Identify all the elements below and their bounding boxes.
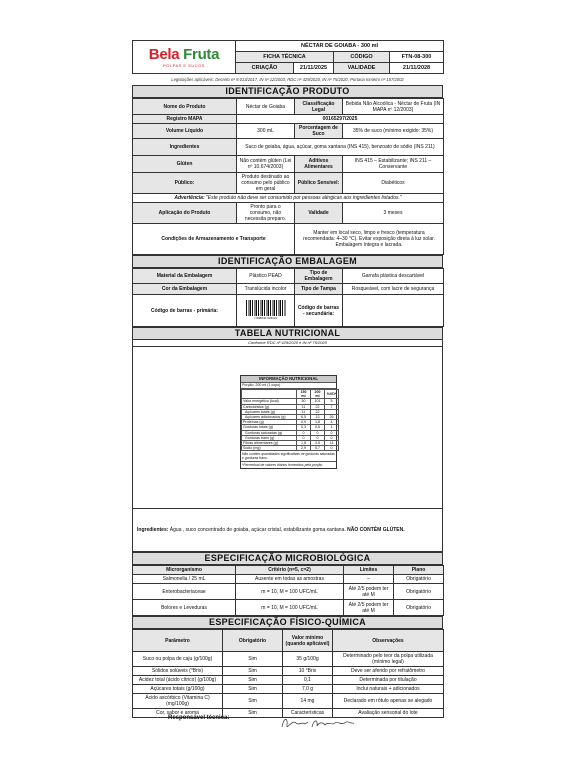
barcode-secondary-value — [343, 295, 444, 327]
nutrient-value: 1 — [325, 425, 339, 430]
package-type-label: Tipo de Embalagem — [295, 269, 343, 284]
shelf-life-value: 3 meses — [343, 203, 444, 224]
physchem-cell: Sim — [223, 676, 283, 685]
ingredients-statement-text: Água , suco concentrado de goiaba, açúcar cristal, estabilizante goma xantana. — [168, 527, 346, 533]
nutrient-value: 3,5 — [311, 441, 325, 446]
shelf-life-label: Validade — [295, 203, 343, 224]
nutrient-name: Gorduras saturadas (g) — [242, 430, 297, 435]
material-label: Material da Embalagem — [133, 269, 237, 284]
product-name-label: Nome do Produto — [133, 99, 237, 115]
nutrient-value: 13 — [311, 415, 325, 420]
brand-logo — [133, 41, 236, 74]
physchem-row — [133, 676, 444, 685]
nutrition-col-header — [242, 390, 297, 399]
physchem-cell: 10 °Brix — [283, 667, 333, 676]
classification-label: Classificação Legal — [295, 99, 343, 115]
nutrient-name: Gorduras totais (g) — [242, 425, 297, 430]
nutrient-value: 2,9 — [297, 446, 311, 451]
packaging-table — [132, 268, 444, 327]
warning-text: "Este produto não deve ser consumido por pessoas alérgicas aos ingredientes listados." — [206, 195, 402, 201]
micro-cell: Ausente em todas as amostras — [236, 575, 344, 584]
gluten-statement: NÃO CONTÉM GLÚTEN. — [345, 527, 405, 533]
section-title-nutrition: TABELA NUTRICIONAL — [132, 327, 443, 340]
legal-note: Legislações aplicáveis: Decreto nº 9.013/2017, IN nº 12/2003, RDC nº 429/2020, IN nº 75/2020, Portaria Inmetro nº 157/2002 — [171, 77, 404, 82]
micro-row — [133, 584, 444, 600]
physchem-row — [133, 667, 444, 676]
nutrient-value: 0,9 — [297, 420, 311, 425]
created-label: CRIAÇÃO — [236, 63, 294, 74]
nutrient-value: 0,6 — [311, 425, 325, 430]
nutrition-col-header: 200 ml — [311, 390, 325, 399]
physchem-cell: Cor, sabor e aroma — [133, 709, 223, 718]
nutrient-value: 0 — [325, 430, 339, 435]
nutrition-col-header: 150 ml — [297, 390, 311, 399]
micro-cell: Obrigatório — [394, 584, 444, 600]
physchem-cell: Deve ser aferido por refratômetro — [333, 667, 444, 676]
nutrient-value: 11 — [297, 404, 311, 409]
warning-row — [133, 194, 444, 203]
brand-subtitle: POLPAS E SUCOS — [163, 62, 205, 68]
application-value: Pronto para o consumo, não necessita preparo. — [237, 203, 295, 224]
identification-table — [132, 98, 444, 255]
physchem-cell: 35 g/100g — [283, 652, 333, 667]
nutrient-value: 50 — [297, 399, 311, 404]
juice-percent-label: Porcentagem de Suco — [295, 124, 343, 139]
nutrition-footnote-1: Não contém quantidades significativas de gorduras saturadas e gorduras trans. — [242, 452, 335, 461]
nutrient-value: 4 — [325, 420, 339, 425]
ingredients-statement-label: Ingredientes: — [137, 527, 169, 533]
barcode-icon — [246, 300, 286, 320]
micro-col-header: Microrganismo — [133, 566, 236, 575]
physchem-cell: Açúcares totais (g/100g) — [133, 685, 223, 694]
micro-cell: Salmonella / 25 mL — [133, 575, 236, 584]
application-label: Aplicação do Produto — [133, 203, 237, 224]
sheet-label: FICHA TÉCNICA — [236, 52, 334, 63]
nutrition-panel — [132, 347, 443, 509]
nutrition-footnote-2: *Percentual de valores diários fornecidos pela porção. — [241, 461, 336, 468]
package-color-value: Translúcida incolor — [237, 284, 295, 295]
nutrient-value: 0 — [311, 435, 325, 440]
nutrient-value: 1,8 — [311, 420, 325, 425]
nutrition-col-header: %VD* — [325, 390, 339, 399]
physchem-cell: 7,0 g — [283, 685, 333, 694]
physchem-cell: Sim — [223, 685, 283, 694]
nutrient-value: 22 — [311, 404, 325, 409]
product-title: NÉCTAR DE GOIABA - 300 ml — [236, 41, 444, 52]
physchem-cell: Ácido ascórbico (Vitamina C) (mg/100g) — [133, 694, 223, 709]
material-value: Plástico PEAD — [237, 269, 295, 284]
public-value: Produto destinado ao consumo pelo público em geral — [237, 173, 295, 194]
nutrient-value: 5,7 — [311, 446, 325, 451]
nutrition-facts-table — [240, 375, 337, 469]
micro-col-header: Critério (n=5, c=2) — [236, 566, 344, 575]
physchem-cell: Sim — [223, 667, 283, 676]
nutrient-value: 0 — [325, 435, 339, 440]
physchem-cell: Sim — [223, 709, 283, 718]
nutrient-value: 0 — [311, 430, 325, 435]
nutrient-value: 1,8 — [297, 441, 311, 446]
physchem-cell: 0,1 — [283, 676, 333, 685]
validity-value: 21/11/2028 — [390, 63, 444, 74]
physchem-col-header: Observações — [333, 630, 444, 652]
physchem-col-header: Valor mínimo (quando aplicável) — [283, 630, 333, 652]
nutrient-name: Fibras alimentares (g) — [242, 441, 297, 446]
volume-value: 300 mL — [237, 124, 295, 139]
code-value: FTN-08-300 — [390, 52, 444, 63]
physchem-cell: 14 mg — [283, 694, 333, 709]
storage-value: Manter em local seco, limpo e fresco (temperatura recomendada: 4–30 °C). Evitar exposição direta à luz solar. Embalagem íntegra e lacrada. — [295, 224, 444, 255]
physchem-cell: Suco ou polpa de caju (g/100g) — [133, 652, 223, 667]
nutrient-value: 6,5 — [297, 415, 311, 420]
nutrient-value: 11 — [297, 409, 311, 414]
micro-cell: Obrigatório — [394, 575, 444, 584]
micro-cell: Até 2/5 podem ter até M — [344, 584, 394, 600]
header-table — [132, 40, 444, 74]
physchem-cell: Acidez total (ácido cítrico) (g/100g) — [133, 676, 223, 685]
ingredients-statement — [132, 509, 443, 552]
cap-type-label: Tipo de Tampa — [295, 284, 343, 295]
physchem-cell: Sim — [223, 694, 283, 709]
physchem-cell: Sim — [223, 652, 283, 667]
physchem-cell: Determinada por titulação — [333, 676, 444, 685]
nutrient-value: 0 — [325, 446, 339, 451]
brand-name-a: Bela — [148, 45, 180, 63]
gluten-value: Não contém glúten (Lei nº 10.674/2003) — [237, 156, 295, 173]
nutrient-value: 22 — [311, 409, 325, 414]
registration-label: Registro MAPA — [133, 115, 237, 124]
micro-cell: Bolores e Leveduras — [133, 600, 236, 616]
micro-cell: – — [344, 575, 394, 584]
nutrient-name: Açúcares totais (g) — [242, 409, 297, 414]
created-value: 21/11/2025 — [294, 63, 334, 74]
gluten-label: Glúten — [133, 156, 237, 173]
signature-mark — [278, 713, 358, 733]
nutrient-name: Sódio (mg) — [242, 446, 297, 451]
ingredients-label: Ingredientes — [133, 139, 237, 156]
micro-cell: Até 2/5 podem ter até M — [344, 600, 394, 616]
nutrition-row — [242, 446, 339, 451]
nutrient-name: Carboidratos (g) — [242, 404, 297, 409]
package-color-label: Cor da Embalagem — [133, 284, 237, 295]
nutrient-value: 7 — [325, 404, 339, 409]
physchem-cell: Características — [283, 709, 333, 718]
nutrition-regulation-note: Conforme RDC nº 429/2020 e IN nº 75/2020 — [132, 340, 443, 347]
micro-cell: m = 10, M = 100 UFC/mL — [236, 600, 344, 616]
nutrient-value: 0 — [297, 435, 311, 440]
nutrition-header-row — [242, 390, 339, 399]
nutrient-name: Valor energético (kcal) — [242, 399, 297, 404]
nutrition-portion: Porção: 200 ml (1 copo) — [241, 383, 336, 389]
additives-label: Aditivos Alimentares — [295, 156, 343, 173]
physchem-col-header: Obrigatório — [223, 630, 283, 652]
section-title-identification: IDENTIFICAÇÃO PRODUTO — [132, 85, 443, 98]
warning-label: Advertência: — [174, 195, 205, 201]
cap-type-value: Rosqueável, com lacre de segurança — [343, 284, 444, 295]
storage-label: Condições de Armazenamento e Transporte — [133, 224, 295, 255]
micro-col-header: Plano — [394, 566, 444, 575]
microbiology-table — [132, 565, 444, 616]
micro-cell: m = 10, M = 100 UFC/mL — [236, 584, 344, 600]
product-name-value: Néctar de Goiaba — [237, 99, 295, 115]
micro-row — [133, 575, 444, 584]
micro-cell: Enterobacteriaceae — [133, 584, 236, 600]
physchem-row — [133, 652, 444, 667]
technical-sheet — [132, 40, 443, 718]
micro-col-header: Limites — [344, 566, 394, 575]
nutrient-value: 101 — [311, 399, 325, 404]
physchem-cell: Sólidos solúveis (°Brix) — [133, 667, 223, 676]
package-type-value: Garrafa plástica descartável — [343, 269, 444, 284]
sensitive-public-value: Diabéticos — [343, 173, 444, 194]
public-label: Público: — [133, 173, 237, 194]
responsible-technician-label: Responsável técnica: — [168, 715, 230, 721]
validity-label: VALIDADE — [334, 63, 390, 74]
physchem-cell: Determinado pelo teor da polpa utilizada (mínimo legal) — [333, 652, 444, 667]
volume-label: Volume Líquido — [133, 124, 237, 139]
nutrient-name: Gorduras trans (g) — [242, 435, 297, 440]
section-title-physchem: ESPECIFICAÇÃO FÍSICO-QUÍMICA — [132, 616, 443, 629]
section-title-microbiology: ESPECIFICAÇÃO MICROBIOLÓGICA — [132, 552, 443, 565]
physchem-row — [133, 694, 444, 709]
nutrient-name: Proteínas (g) — [242, 420, 297, 425]
additives-value: INS 415 – Estabilizante; INS 211 – Conservante — [343, 156, 444, 173]
nutrient-value: 14 — [325, 441, 339, 446]
physchem-table — [132, 629, 444, 718]
physchem-cell: Avaliação sensorial do lote — [333, 709, 444, 718]
nutrient-value: 26 — [325, 415, 339, 420]
physchem-row — [133, 685, 444, 694]
sensitive-public-label: Público Sensível: — [295, 173, 343, 194]
micro-cell: Obrigatório — [394, 600, 444, 616]
ingredients-value: Suco de goiaba, água, açúcar, goma xantana (INS 415), benzoato de sódio (INS 211) — [237, 139, 444, 156]
nutrient-name: Açúcares adicionados (g) — [242, 415, 297, 420]
barcode-secondary-label: Código de barras - secundária: — [295, 295, 343, 327]
nutrient-value: 0,3 — [297, 425, 311, 430]
physchem-cell: Declarado em rótulo apenas se alegado — [333, 694, 444, 709]
nutrient-value: 0 — [297, 430, 311, 435]
classification-value: Bebida Não Alcoólica - Néctar de Fruta (IN MAPA nº 12/2003) — [343, 99, 444, 115]
physchem-cell: Inclui naturais + adicionados — [333, 685, 444, 694]
nutrient-value: 5 — [325, 399, 339, 404]
physchem-col-header: Parâmetro — [133, 630, 223, 652]
barcode-primary-label: Código de barras - primária: — [133, 295, 237, 327]
micro-row — [133, 600, 444, 616]
barcode-primary-cell — [237, 295, 295, 327]
juice-percent-value: 35% de suco (mínimo exigido: 35%) — [343, 124, 444, 139]
registration-value: 00165297/2025 — [237, 115, 444, 124]
code-label: CÓDIGO — [334, 52, 390, 63]
nutrition-box-title: INFORMAÇÃO NUTRICIONAL — [241, 376, 336, 383]
section-title-packaging: IDENTIFICAÇÃO EMBALAGEM — [132, 255, 443, 268]
brand-name-b: Fruta — [183, 45, 220, 63]
barcode-number: 7 898042 923321 — [253, 315, 278, 320]
